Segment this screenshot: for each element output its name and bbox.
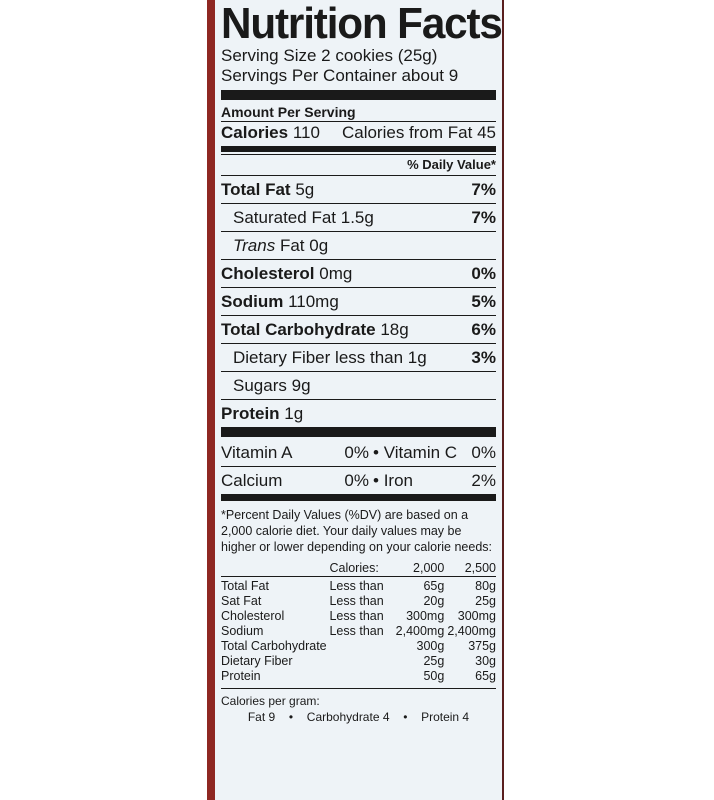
- daily-value-footnote: *Percent Daily Values (%DV) are based on a 2,000 calorie diet. Your daily values may be higher or lower depending on your calorie needs:: [221, 500, 496, 555]
- calories-row: [221, 121, 496, 144]
- nutrient-row-sugars: Sugars 9g: [221, 371, 496, 399]
- nutrient-row-sodium: Sodium 110mg 5%: [221, 287, 496, 315]
- calories-from-fat: Calories from Fat 45: [341, 123, 496, 142]
- nutrient-row-saturated-fat: Saturated Fat 1.5g 7%: [221, 203, 496, 231]
- dv-table-row: Dietary Fiber 25g 30g: [221, 654, 496, 668]
- dv-table-row: Total Fat Less than 65g 80g: [221, 579, 496, 593]
- amount-per-serving: Amount Per Serving: [221, 104, 356, 120]
- dv-table-header: Calories: 2,000 2,500: [329, 561, 496, 575]
- packaging-left: [0, 0, 210, 800]
- dv-table-row: Sodium Less than 2,400mg 2,400mg: [221, 624, 496, 638]
- medium-divider: [221, 146, 496, 152]
- bullet: •: [288, 710, 294, 724]
- calories-per-gram-values: Fat 9 • Carbohydrate 4 • Protein 4: [247, 710, 470, 724]
- bullet: •: [403, 710, 408, 724]
- dv-table-row: Protein 50g 65g: [221, 669, 496, 683]
- nutrient-row-trans-fat: Trans Fat 0g: [221, 231, 496, 259]
- nutrient-row-cholesterol: Cholesterol 0mg 0%: [221, 259, 496, 287]
- nutrient-row-total-fat: Total Fat 5g 7%: [221, 175, 496, 203]
- nutrient-row-dietary-fiber: Dietary Fiber less than 1g 3%: [221, 343, 496, 371]
- bullet: •: [373, 443, 379, 462]
- thick-divider: [221, 90, 496, 100]
- packaging-red-edge: [207, 0, 215, 800]
- calories: Calories 110: [221, 123, 320, 142]
- daily-value-header: % Daily Value*: [221, 154, 496, 175]
- calories-per-gram-label: Calories per gram:: [221, 694, 320, 708]
- servings-per-container: Servings Per Container about 9: [221, 66, 459, 85]
- vitamin-row: Calcium 0% • Iron 2%: [221, 466, 496, 494]
- vitamin-row: Vitamin A 0% • Vitamin C 0%: [221, 443, 496, 462]
- nutrient-row-total-carbohydrate: Total Carbohydrate 18g 6%: [221, 315, 496, 343]
- bullet: •: [373, 471, 379, 490]
- daily-value-reference-table: [221, 561, 496, 684]
- serving-size: Serving Size 2 cookies (25g): [221, 46, 438, 65]
- calories-per-gram: [221, 688, 496, 725]
- dv-table-row: Cholesterol Less than 300mg 300mg: [221, 609, 496, 623]
- nutrition-label: [215, 0, 504, 800]
- dv-table-row: Total Carbohydrate 300g 375g: [221, 639, 496, 653]
- packaging-right: [506, 0, 714, 800]
- label-title: Nutrition Facts: [221, 0, 502, 48]
- nutrient-row-protein: Protein 1g: [221, 399, 496, 427]
- thick-divider: [221, 427, 496, 437]
- dv-table-row: Sat Fat Less than 20g 25g: [221, 594, 496, 608]
